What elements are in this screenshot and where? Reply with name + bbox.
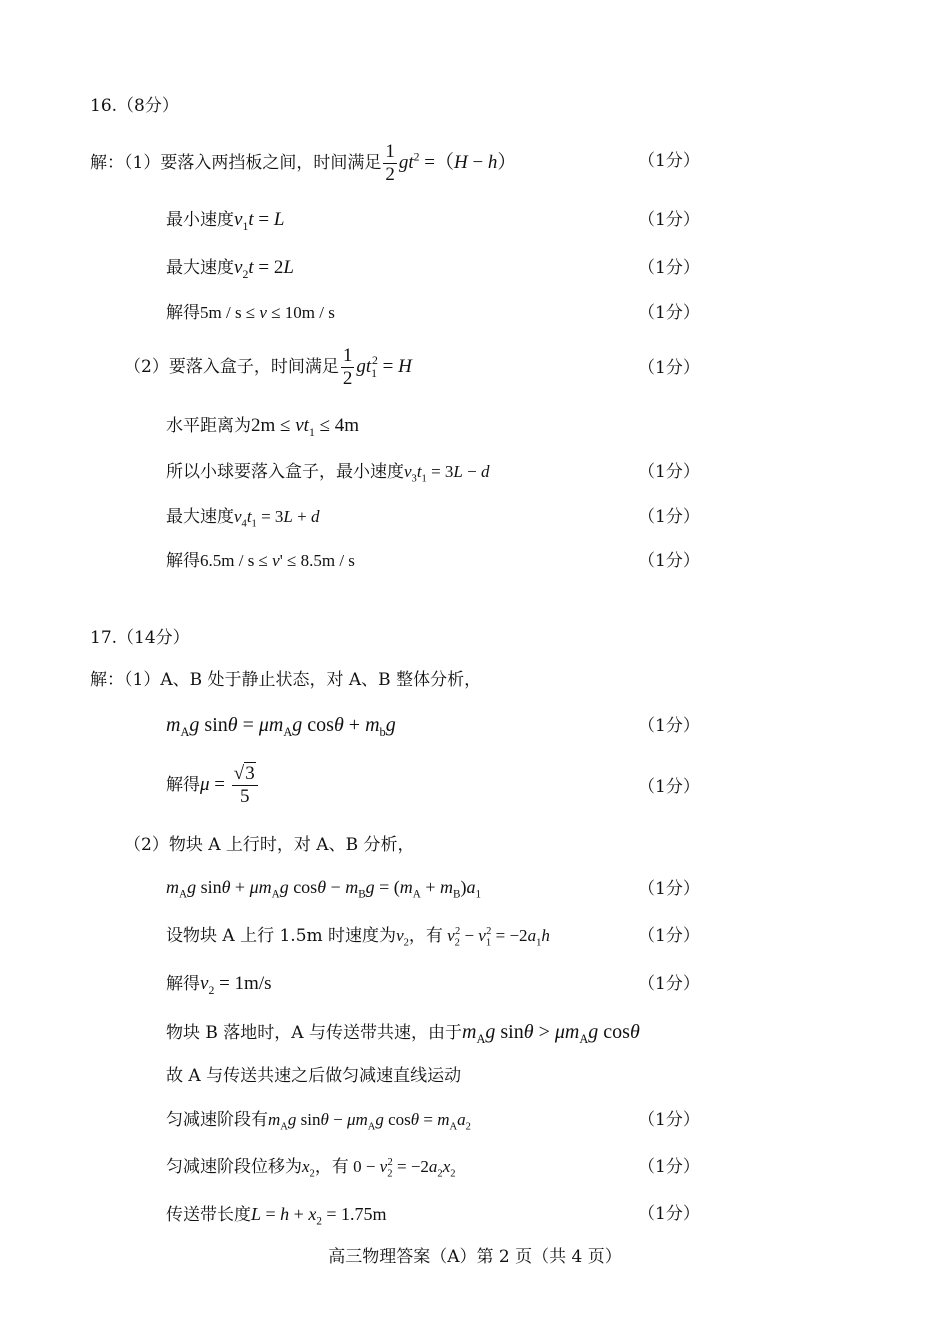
q16-l8-points: （1分） — [638, 507, 700, 527]
q17-line-2 — [166, 714, 396, 739]
q17-l4-text: （2）物块 A 上行时，对 A、B 分析， — [124, 835, 415, 855]
q16-l2-formula: $v_1t = L$ — [234, 209, 285, 233]
q16-jie: 解： — [90, 152, 124, 173]
q16-l3-text: 最大速度 — [166, 258, 234, 278]
q16-l4-formula: 5m / s ≤ v ≤ 10m / s — [200, 303, 335, 322]
q17-l10-text: 匀减速阶段有 — [166, 1110, 268, 1130]
q16-l6-formula: $2m \le vt_1 \le 4m$ — [251, 415, 360, 439]
q17-l8-formula: $m_Ag$ $\sin\theta > \mu m_Ag$ cosθ — [461, 1021, 640, 1046]
q17-l5-points: （1分） — [638, 879, 700, 899]
q17-jie: 解： — [90, 670, 124, 690]
q16-l5-points: （1分） — [638, 358, 700, 378]
q17-line-11 — [166, 1157, 456, 1180]
q16-l8-formula: $v_4t_1 = 3L + d$ — [234, 507, 320, 530]
q16-l3-points: （1分） — [638, 258, 700, 278]
q17-l6-text: 设物块 A 上行 1.5m 时速度为 — [166, 926, 397, 946]
q16-l4-points: （1分） — [638, 303, 700, 323]
q16-l5-text: （2）要落入盒子，时间满足 — [124, 356, 339, 377]
q16-l9-text: 解得 — [166, 551, 200, 571]
q17-line-3 — [166, 764, 260, 807]
q16-l9-formula: 6.5m / s ≤ v' ≤ 8.5m / s — [200, 551, 355, 570]
q17-line-10 — [166, 1110, 471, 1133]
q17-l11-text: 匀减速阶段位移为 — [166, 1157, 302, 1177]
q16-l2-points: （1分） — [638, 210, 700, 230]
q16-line-4 — [166, 304, 335, 322]
q16-l7-points: （1分） — [638, 462, 700, 482]
q17-line-7 — [166, 973, 272, 997]
q16-l1-text: （1）要落入两挡板之间，时间满足 — [124, 152, 382, 173]
q17-l10-points: （1分） — [638, 1110, 700, 1130]
q17-l7-formula: $v_2 = 1m/s$ — [200, 973, 272, 997]
q17-l3-text: 解得 — [166, 774, 200, 795]
q17-line-12 — [166, 1204, 387, 1228]
page-footer: 高三物理答案（A）第 2 页（共 4 页） — [328, 1247, 622, 1267]
q16-l6-text: 水平距离为 — [166, 416, 251, 436]
q16-line-1 — [90, 142, 516, 185]
q17-l12-text: 传送带长度 — [166, 1205, 251, 1225]
q16-heading: 16.（8分） — [90, 96, 179, 116]
q16-line-7 — [166, 462, 490, 485]
q16-l4-text: 解得 — [166, 303, 200, 323]
q17-line-4 — [124, 837, 414, 854]
q16-l8-text: 最大速度 — [166, 507, 234, 527]
q17-line-9 — [166, 1068, 461, 1085]
q17-l8-text: 物块 B 落地时，A 与传送带共速，由于 — [166, 1023, 462, 1043]
q16-l1-points: （1分） — [638, 151, 700, 171]
q16-l3-formula: $v_2t = 2L$ — [234, 257, 294, 281]
q17-l9-text: 故 A 与传送共速之后做匀减速直线运动 — [166, 1066, 462, 1086]
q17-l7-points: （1分） — [638, 974, 700, 994]
q16-l7-text: 所以小球要落入盒子，最小速度 — [166, 462, 404, 482]
q17-l10-formula: $m_Ag$ $\sin\theta - \mu m_Ag$ $\cos\theta = m_Aa_2$ — [268, 1110, 471, 1133]
q17-l11-text2: ，有 — [314, 1157, 349, 1177]
q16-line-8 — [166, 507, 320, 530]
q17-l3-formula: μ = $\frac{√3}{5}$ — [200, 774, 260, 795]
q17-l6-formula: $v_2^2 - v_1^2 = -2a_1h$ — [447, 926, 550, 949]
q17-line-6 — [166, 926, 550, 949]
q17-l11-points: （1分） — [638, 1157, 700, 1177]
q16-l7-formula: $v_3t_1 = 3L - d$ — [404, 462, 490, 485]
q16-line-3 — [166, 257, 294, 281]
q17-l2-points: （1分） — [638, 716, 700, 736]
q17-l6-points: （1分） — [638, 926, 700, 946]
q17-heading: 17.（14分） — [90, 628, 190, 648]
q16-l5-formula: $\frac{1}{2}$ $gt_1^2 = H$ — [342, 345, 412, 389]
q16-line-6 — [166, 415, 360, 439]
q17-l6-v2: $v_2$ — [396, 926, 409, 949]
q16-l2-text: 最小速度 — [166, 210, 234, 230]
q17-l11-x2: $x_2$ — [302, 1157, 315, 1180]
q17-l1-text: （1）A、B 处于静止状态，对 A、B 整体分析， — [124, 670, 482, 690]
q17-l12-formula: $L = h + x_2 = 1.75m$ — [251, 1204, 387, 1228]
q17-line-8 — [166, 1021, 640, 1046]
q17-l6-text2: ，有 — [408, 926, 443, 946]
q17-l2-formula: $m_Ag$ $\sin\theta = \mu m_Ag$ $\cos\theta + m_bg$ — [166, 714, 396, 739]
q17-l7-text: 解得 — [166, 974, 200, 994]
q17-l11-formula: $0 - v_2^2 = -2a_2x_2$ — [348, 1157, 456, 1180]
q17-line-1 — [90, 672, 481, 689]
q17-l5-formula: $m_Ag$ $\sin\theta + \mu m_Ag$ $\cos\theta - m_Bg = (m_A + m_B)a_1$ — [166, 877, 482, 901]
q16-l9-points: （1分） — [638, 551, 700, 571]
q17-l12-points: （1分） — [638, 1204, 700, 1224]
q16-l1-formula: $\frac{1}{2}$ $gt^2 =(H - h)$ — [385, 141, 517, 185]
q16-line-2 — [166, 209, 285, 233]
q17-l3-points: （1分） — [638, 777, 700, 797]
q16-line-5 — [124, 346, 412, 389]
q17-line-5 — [166, 877, 482, 901]
q16-line-9 — [166, 552, 355, 570]
